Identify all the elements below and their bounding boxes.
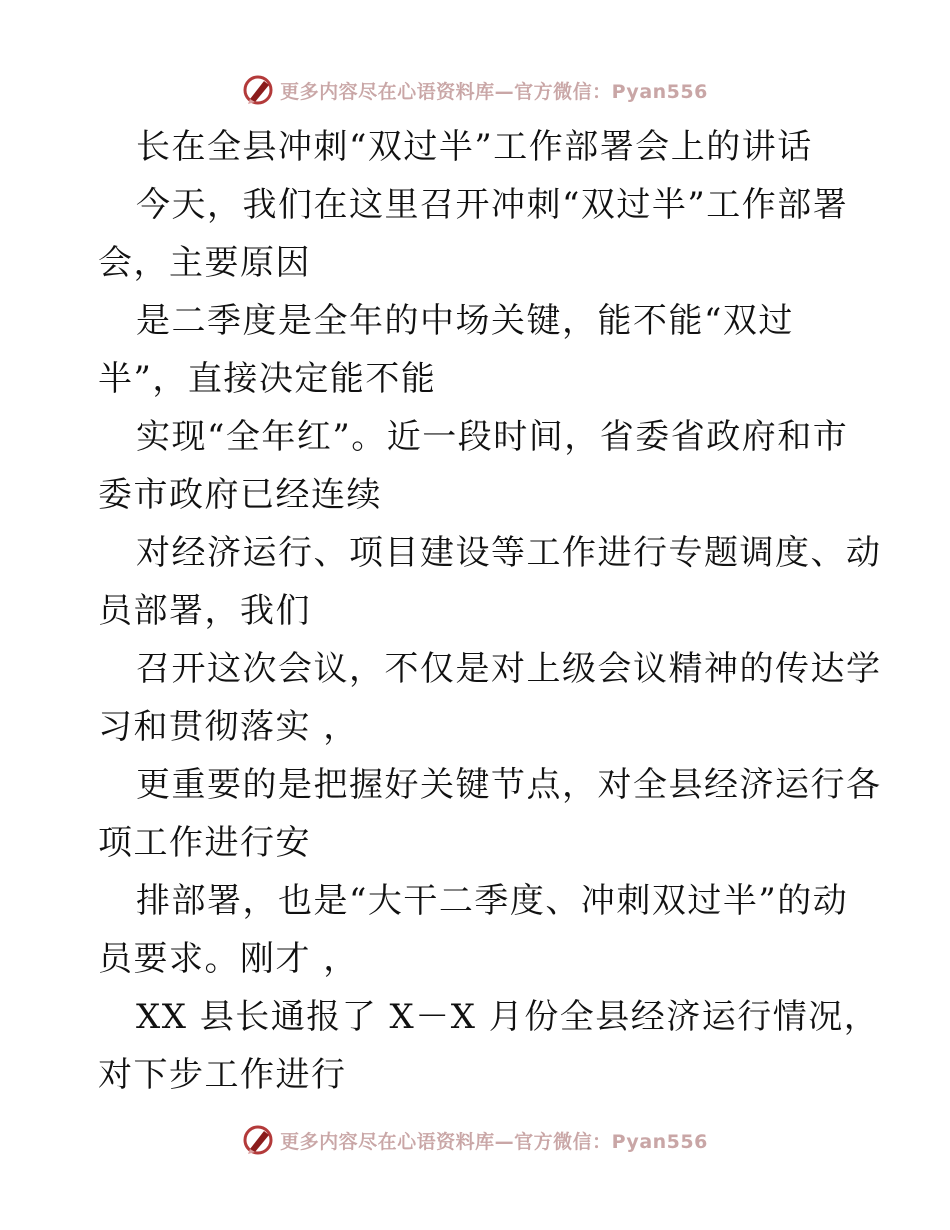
doc-line: 习和贯彻落实 ， (98, 707, 359, 747)
doc-line: 对经济运行、项目建设等工作进行专题调度、动 (136, 533, 882, 573)
doc-line: 排部署，也是“大干二季度、冲刺双过半”的动 (136, 881, 849, 921)
doc-line: 委市政府已经连续 (98, 475, 382, 515)
footer-watermark (0, 1120, 950, 1160)
doc-line: XX 县长通报了 X－X 月份全县经济运行情况， (136, 997, 880, 1037)
doc-line: 员要求。刚才 ， (98, 939, 359, 979)
doc-line: 更重要的是把握好关键节点，对全县经济运行各 (136, 765, 882, 805)
doc-line-title: 长在全县冲刺“双过半”工作部署会上的讲话 (136, 127, 813, 167)
watermark-text: 更多内容尽在心语资料库—官方微信：Pyan556 (280, 80, 708, 103)
doc-line: 对下步工作进行 (98, 1055, 347, 1095)
doc-line: 今天，我们在这里召开冲刺“双过半”工作部署 (136, 185, 849, 225)
doc-line: 员部署，我们 (98, 591, 311, 631)
doc-line: 是二季度是全年的中场关键，能不能“双过 (136, 301, 794, 341)
doc-line: 召开这次会议，不仅是对上级会议精神的传达学 (136, 649, 882, 689)
header-watermark (0, 70, 950, 110)
pen-logo-icon (242, 73, 276, 107)
watermark-text: 更多内容尽在心语资料库—官方微信：Pyan556 (280, 1130, 708, 1153)
doc-line: 项工作进行安 (98, 823, 311, 863)
pen-logo-icon (242, 1123, 276, 1157)
doc-line: 会，主要原因 (98, 243, 311, 283)
doc-line: 实现“全年红”。近一段时间，省委省政府和市 (136, 417, 849, 457)
doc-line: 半”，直接决定能不能 (98, 359, 437, 399)
